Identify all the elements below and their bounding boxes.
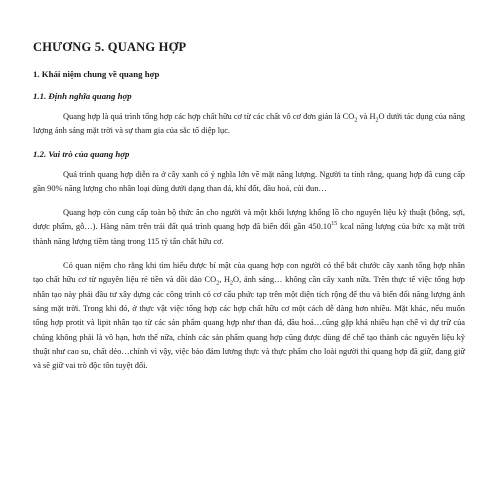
subscript: 2 bbox=[375, 117, 379, 124]
subscript: 2 bbox=[216, 281, 220, 288]
paragraph-definition bbox=[33, 110, 465, 139]
text-run: O, ánh sáng… không cần cây xanh nữa. Trên thực tế việc tổng hợp nhân tạo này phải đầu tư xây dựng các công trình có cơ cấu phức tạp trên một diện tích rộng để thu và biến đổi năng lượng ánh sáng mặt trời. Trong khi đó, ở thực vật việc tổng hợp các hợp chất hữu cơ một cách dễ dàng hơn nhiều. Mặt khác, nếu muốn tổng hợp protit và lipit nhân tạo từ các sản phẩm quang hợp như than đá, dầu hoả…cũng gặp khá nhiều hạn chế vì dự trữ của chúng không phải là vô hạn, hơn thế nữa, chính các sản phẩm quang hợp cũng được dùng để chế tạo thành các nguyên liệu kỹ thuật như cao su, chất dẻo…chính vì vậy, việc bảo đảm lương thực và thực phẩm cho loài người thì quang hợp đã giữ, đang giữ và sẽ giữ vai trò độc tôn tuyệt đối. bbox=[33, 275, 465, 371]
text-run: , H bbox=[219, 275, 231, 285]
subscript: 2 bbox=[230, 281, 234, 288]
paragraph-food-role bbox=[33, 206, 465, 249]
text-run: Quang hợp còn cung cấp toàn bộ thức ăn cho người và một khối lượng khổng lồ cho nguyên liệu kỹ thuật (bông, sợi, dược phẩm, gỗ…). Hàng năm trên trái đất quá trình quang hợp đã biến đổi gần 450.10 bbox=[33, 208, 465, 232]
document-page bbox=[33, 40, 465, 383]
section-heading-1: 1. Khái niệm chung về quang hợp bbox=[33, 69, 160, 79]
paragraph-artificial-synthesis bbox=[33, 259, 465, 373]
subscript: 2 bbox=[354, 117, 358, 124]
text-run: Quang hợp là quá trình tổng hợp các hợp chất hữu cơ từ các chất vô cơ đơn giản là CO bbox=[63, 112, 355, 121]
text-run: Có quan niệm cho rằng khi tìm hiểu được bí mật của quang hợp con người có thể bắt chước cây xanh tổng hợp nhân tạo chất hữu cơ từ nguyên liệu rẻ tiền và dồi dào CO bbox=[33, 261, 465, 285]
paragraph-energy-role: Quá trình quang hợp diễn ra ở cây xanh có ý nghĩa lớn về mặt năng lượng. Người ta tính rằng, quang hợp đã cung cấp gần 90% năng lượng cho nhân loại dùng dưới dạng than đá, khí đốt, dầu hoả, củi đun… bbox=[33, 169, 465, 193]
subsection-heading-1-2: 1.2. Vai trò của quang hợp bbox=[33, 148, 130, 159]
superscript: 15 bbox=[331, 221, 338, 228]
text-run: và H bbox=[357, 112, 376, 121]
subsection-heading-1-1: 1.1. Định nghĩa quang hợp bbox=[33, 91, 132, 101]
text-run: O dưới tác dụng của năng lượng ánh sáng mặt trời và sự tham gia của sắc tố diệp lục. bbox=[33, 112, 465, 136]
text-run: kcal năng lượng của bức xạ mặt trời thành năng lượng tiềm tàng trong 115 tỷ tấn chất hữu cơ. bbox=[33, 222, 465, 246]
chapter-title: CHƯƠNG 5. QUANG HỢP bbox=[33, 40, 187, 54]
